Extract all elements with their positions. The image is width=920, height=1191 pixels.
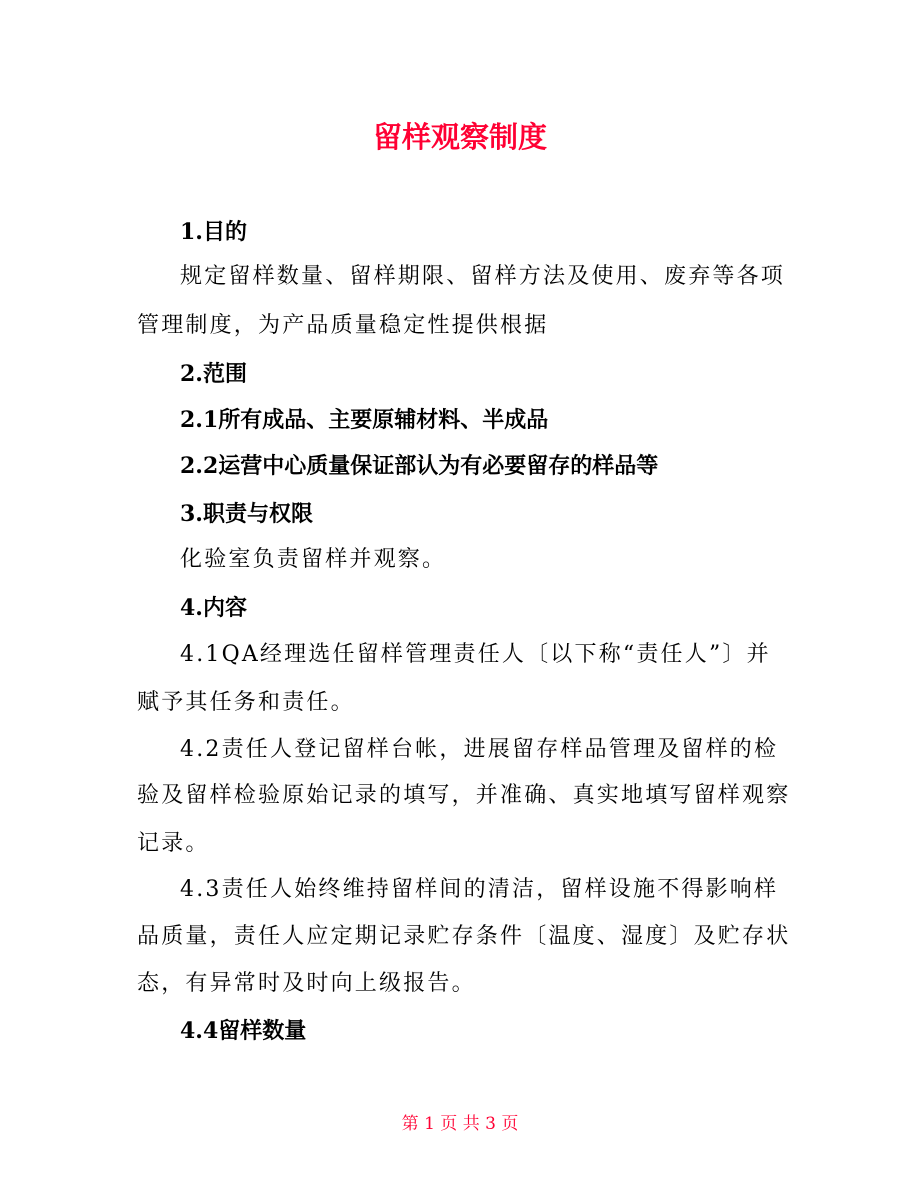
paragraph-line: 规定留样数量、留样期限、留样方法及使用、废弃等各项 — [180, 264, 786, 289]
paragraph-line: 4.1QA经理选任留样管理责任人〔以下称“责任人”〕并 — [180, 642, 771, 667]
paragraph-line: 4.2责任人登记留样台帐，进展留存样品管理及留样的检 — [180, 737, 779, 762]
page-footer: 第 1 页 共 3 页 — [401, 1114, 519, 1134]
paragraph-line: 验及留样检验原始记录的填写，并准确、真实地填写留样观察 — [137, 783, 791, 808]
paragraph-line: 赋予其任务和责任。 — [137, 690, 355, 715]
section-heading-purpose: 1.目的 — [180, 219, 247, 245]
scope-item-2-1: 2.1所有成品、主要原辅材料、半成品 — [180, 407, 549, 433]
paragraph-line: 品质量，责任人应定期记录贮存条件〔温度、湿度〕及贮存状 — [137, 924, 791, 949]
paragraph-line: 记录。 — [137, 831, 210, 856]
section-heading-responsibility: 3.职责与权限 — [180, 501, 313, 527]
section-heading-scope: 2.范围 — [180, 361, 247, 387]
page-title: 留样观察制度 — [372, 120, 547, 154]
scope-item-2-2: 2.2运营中心质量保证部认为有必要留存的样品等 — [180, 453, 659, 479]
paragraph-line: 管理制度，为产品质量稳定性提供根据 — [137, 313, 549, 338]
paragraph-line: 化验室负责留样并观察。 — [180, 547, 447, 572]
paragraph-line: 态，有异常时及时向上级报告。 — [137, 971, 476, 996]
paragraph-line: 4.3责任人始终维持留样间的清洁，留样设施不得影响样 — [180, 877, 779, 902]
section-heading-content: 4.内容 — [180, 595, 247, 621]
section-heading-sample-quantity: 4.4留样数量 — [180, 1018, 307, 1044]
